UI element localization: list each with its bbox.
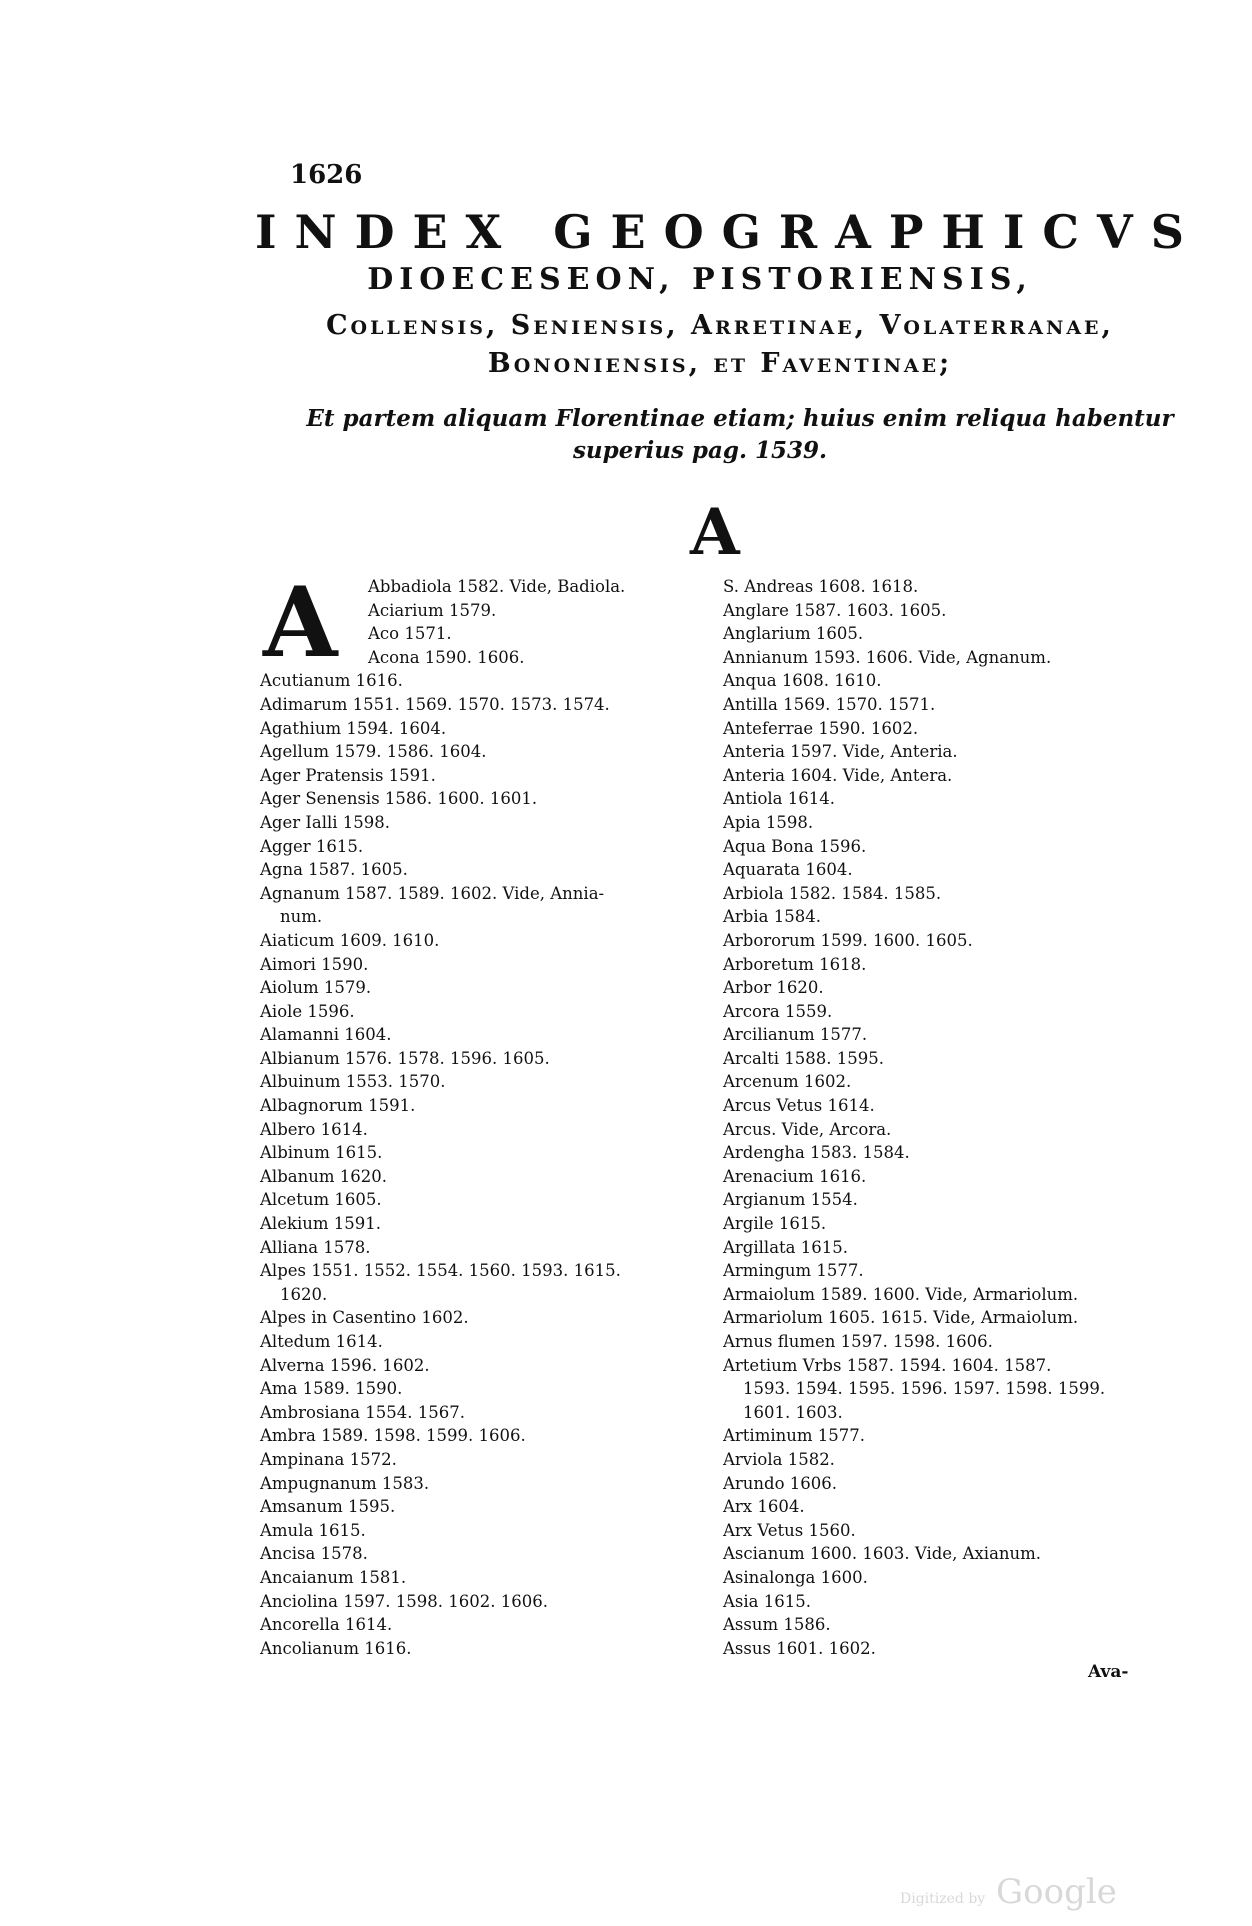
index-entry-continuation: num. [280, 907, 323, 927]
index-entry: Antilla 1569. 1570. 1571. [723, 694, 936, 714]
index-entry: Acutianum 1616. [260, 671, 403, 691]
index-entry: Arbia 1584. [723, 907, 821, 927]
index-entry: Abbadiola 1582. Vide, Badiola. [368, 577, 626, 596]
index-entry: Armariolum 1605. 1615. Vide, Armaiolum. [723, 1308, 1079, 1328]
right-column [723, 575, 1193, 1660]
index-entry: Annianum 1593. 1606. Vide, Agnanum. [723, 647, 1052, 667]
index-entry: Ama 1589. 1590. [260, 1379, 403, 1399]
index-entry: Argile 1615. [723, 1214, 827, 1234]
index-entry: Ager Senensis 1586. 1600. 1601. [260, 789, 538, 809]
index-entry: Arx 1604. [723, 1497, 805, 1517]
index-entry-continuation: 1593. 1594. 1595. 1596. 1597. 1598. 1599. [743, 1379, 1106, 1399]
index-entry: Anqua 1608. 1610. [723, 671, 882, 691]
title-line-3: Collensis, Seniensis, Arretinae, Volaterranae, [326, 310, 1114, 341]
index-entry: Amula 1615. [260, 1520, 366, 1540]
digitized-watermark [900, 1872, 1117, 1912]
index-entry: Arcora 1559. [723, 1001, 833, 1021]
index-entry: Altedum 1614. [260, 1332, 383, 1351]
index-entry: Ager Ialli 1598. [260, 812, 391, 832]
index-entry: Agna 1587. 1605. [260, 860, 408, 880]
index-entry: Argillata 1615. [723, 1237, 848, 1257]
index-entry: Arnus flumen 1597. 1598. 1606. [723, 1332, 993, 1351]
index-entry: Agellum 1579. 1586. 1604. [260, 742, 487, 762]
index-entry: Assum 1586. [723, 1615, 831, 1635]
index-entry: Albagnorum 1591. [260, 1096, 416, 1116]
index-entry: Ager Pratensis 1591. [260, 765, 436, 785]
index-entry: Artetium Vrbs 1587. 1594. 1604. 1587. [723, 1355, 1052, 1375]
index-entry: Arx Vetus 1560. [723, 1520, 856, 1540]
index-entry: Antiola 1614. [723, 789, 835, 809]
index-entry: Ancorella 1614. [260, 1615, 393, 1635]
index-entry: Arundo 1606. [723, 1473, 838, 1493]
catchword: Ava- [1088, 1662, 1129, 1682]
index-entry-continuation: 1620. [280, 1284, 328, 1304]
index-entry: Anteria 1604. Vide, Antera. [723, 765, 953, 785]
index-entry: Assus 1601. 1602. [723, 1638, 876, 1658]
index-entry: Aquarata 1604. [723, 860, 853, 880]
left-column [260, 566, 740, 1660]
title-line-1: INDEX GEOGRAPHICVS [255, 205, 1202, 259]
index-entry: Ancisa 1578. [260, 1544, 368, 1564]
index-entry: Arviola 1582. [723, 1449, 835, 1469]
index-entry: Agnanum 1587. 1589. 1602. Vide, Annia- [260, 883, 605, 903]
subtitle-line-2: superius pag. 1539. [572, 437, 828, 464]
watermark-large: Google [996, 1872, 1117, 1912]
index-entry: Anteferrae 1590. 1602. [723, 718, 919, 738]
index-entry: Ambrosiana 1554. 1567. [260, 1402, 465, 1422]
index-entry: Arcus Vetus 1614. [723, 1096, 875, 1116]
index-entry: Arcus. Vide, Arcora. [723, 1119, 892, 1139]
page-number: 1626 [290, 160, 363, 190]
index-entry: Aiole 1596. [260, 1001, 355, 1021]
index-entry: Amsanum 1595. [260, 1497, 396, 1517]
index-entry: S. Andreas 1608. 1618. [723, 577, 919, 596]
index-entry: Alverna 1596. 1602. [260, 1355, 430, 1375]
index-entry: Ancolianum 1616. [260, 1638, 412, 1658]
index-entry: Arbiola 1582. 1584. 1585. [723, 883, 942, 903]
index-entry: Aimori 1590. [260, 954, 369, 974]
index-entry: Anglarium 1605. [723, 624, 864, 644]
index-entry: Aciarium 1579. [368, 600, 497, 620]
index-entry: Ampugnanum 1583. [260, 1473, 430, 1493]
index-entry: Apia 1598. [723, 812, 814, 832]
index-entry: Anciolina 1597. 1598. 1602. 1606. [260, 1591, 548, 1611]
subtitle-line-1: Et partem aliquam Florentinae etiam; huius enim reliqua habentur [306, 405, 1174, 432]
index-entry: Albanum 1620. [260, 1166, 387, 1186]
index-entry: Aiolum 1579. [260, 978, 372, 998]
index-entry: Argianum 1554. [723, 1190, 858, 1210]
index-entry: Asinalonga 1600. [723, 1567, 868, 1587]
index-entry: Adimarum 1551. 1569. 1570. 1573. 1574. [260, 694, 610, 714]
title-line-4: Bononiensis, et Faventinae; [487, 348, 953, 379]
index-entry: Ambra 1589. 1598. 1599. 1606. [260, 1426, 526, 1446]
index-entry: Albero 1614. [260, 1119, 368, 1139]
index-entry: Asia 1615. [723, 1591, 811, 1611]
index-entry: Arbor 1620. [723, 978, 824, 998]
index-entry: Armaiolum 1589. 1600. Vide, Armariolum. [723, 1284, 1079, 1304]
index-entry: Agathium 1594. 1604. [260, 718, 447, 738]
index-entry: Armingum 1577. [723, 1261, 864, 1281]
drop-capital: A [263, 566, 338, 679]
index-entry: Aiaticum 1609. 1610. [260, 930, 440, 950]
index-entry: Ampinana 1572. [260, 1449, 397, 1469]
index-entry: Alcetum 1605. [260, 1190, 382, 1210]
title-line-2: DIOECESEON, PISTORIENSIS, [367, 262, 1033, 297]
index-entry: Aco 1571. [368, 624, 452, 644]
index-entry: Albinum 1615. [260, 1143, 383, 1163]
index-entry: Arenacium 1616. [723, 1166, 867, 1186]
index-entry: Arcenum 1602. [723, 1072, 852, 1092]
index-entry: Arboretum 1618. [723, 954, 867, 974]
index-entry: Ascianum 1600. 1603. Vide, Axianum. [723, 1544, 1042, 1564]
index-entry: Alpes in Casentino 1602. [260, 1308, 469, 1328]
index-entry: Acona 1590. 1606. [368, 647, 525, 667]
watermark-small: Digitized by [900, 1891, 986, 1907]
index-entry: Artiminum 1577. [723, 1426, 866, 1446]
index-entry: Alamanni 1604. [260, 1025, 392, 1045]
index-entry: Ardengha 1583. 1584. [723, 1143, 910, 1163]
index-entry: Arcalti 1588. 1595. [723, 1048, 885, 1068]
index-entry: Arcilianum 1577. [723, 1025, 868, 1045]
index-entry: Alliana 1578. [260, 1237, 371, 1257]
index-entry: Alpes 1551. 1552. 1554. 1560. 1593. 1615. [260, 1261, 621, 1281]
index-entry: Albianum 1576. 1578. 1596. 1605. [260, 1048, 550, 1068]
index-entry: Albuinum 1553. 1570. [260, 1072, 446, 1092]
index-entry-continuation: 1601. 1603. [743, 1402, 843, 1422]
index-entry: Arbororum 1599. 1600. 1605. [723, 930, 973, 950]
index-entry: Agger 1615. [260, 836, 364, 856]
index-entry: Aqua Bona 1596. [723, 836, 867, 856]
index-entry: Anteria 1597. Vide, Anteria. [723, 742, 958, 762]
index-entry: Alekium 1591. [260, 1214, 381, 1234]
index-entry: Anglare 1587. 1603. 1605. [723, 600, 947, 620]
index-entry: Ancaianum 1581. [260, 1567, 407, 1587]
section-letter: A [690, 495, 740, 570]
